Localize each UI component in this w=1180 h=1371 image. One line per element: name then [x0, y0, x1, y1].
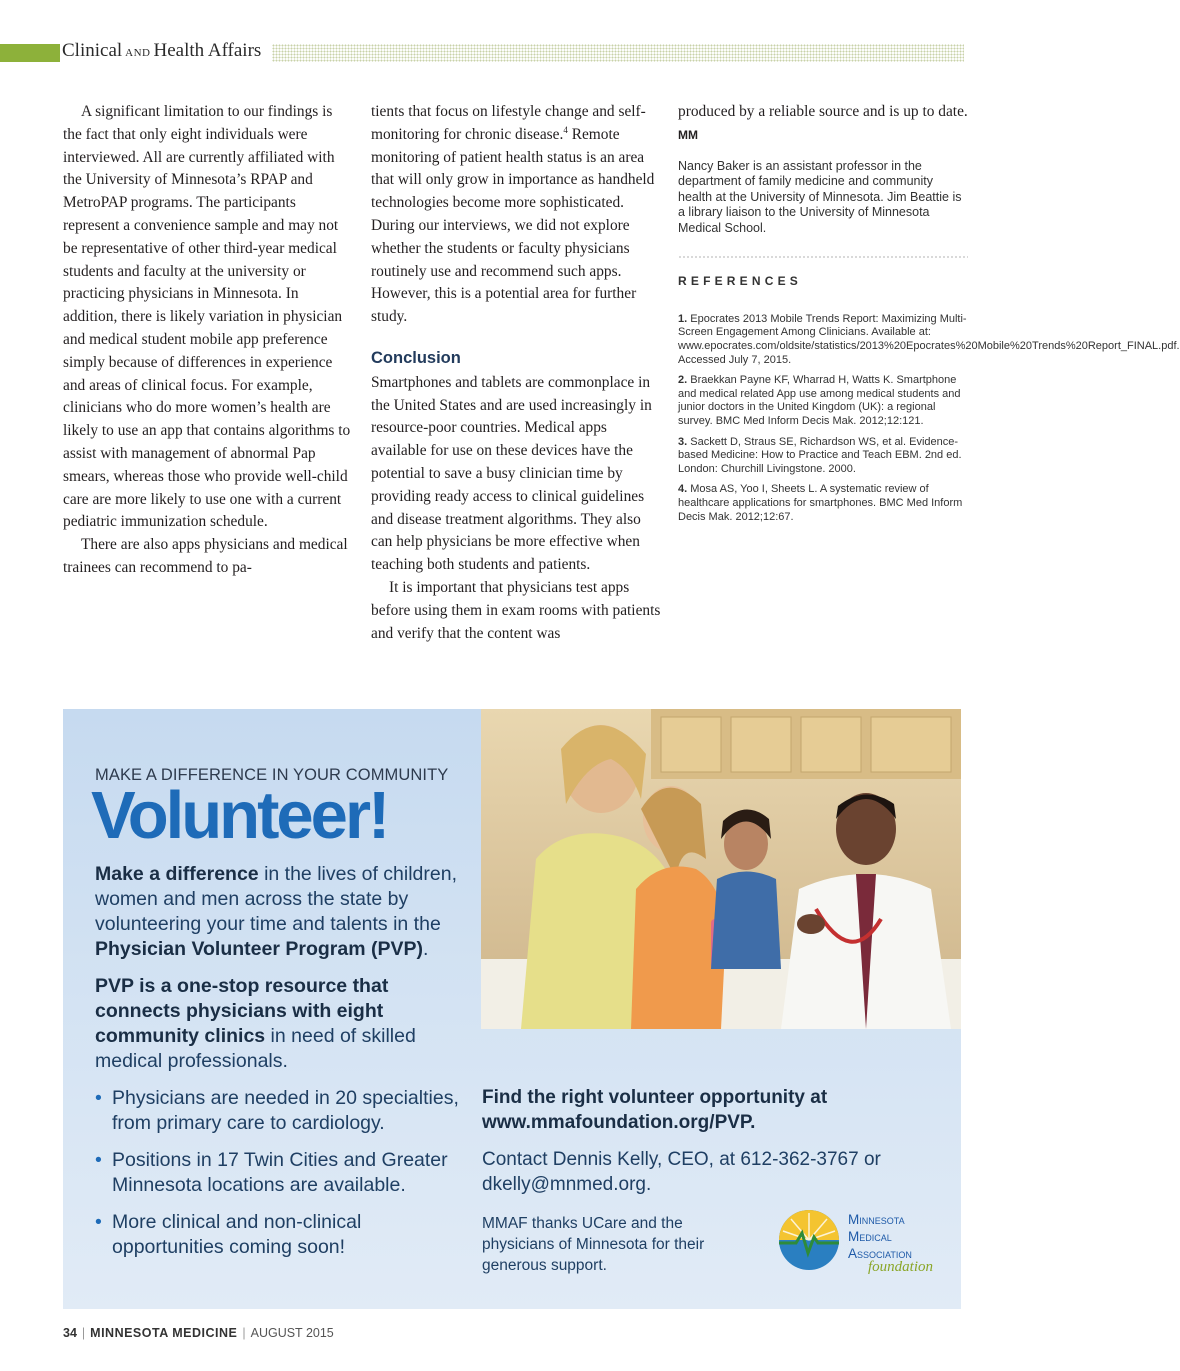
body-text: Remote monitoring of patient health status is an area that will only grow in importance as handheld technologies become more sophisticated. During our interviews, we did not explore whether the students or faculty physicians routinely use and recommend such apps. However, this is a potential area for further study. — [371, 125, 655, 326]
find-end: . — [750, 1112, 756, 1133]
logo-line: Minnesota — [848, 1212, 905, 1227]
footer-separator: | — [242, 1326, 246, 1340]
body-paragraph: There are also apps physicians and medical trainees can recommend to pa- — [63, 536, 348, 576]
issue-date: AUGUST 2015 — [250, 1326, 334, 1340]
section-color-bar — [0, 44, 60, 62]
reference-text: Epocrates 2013 Mobile Trends Report: Maximizing Multi-Screen Engagement Among Clinicians. Available at: www.epocrates.com/oldsite/statistics/2013%20Epocrates%20Mobile%20Trends%20Report_FINAL.pdf. Accessed July 7, 2015. — [678, 312, 1180, 366]
reference-number: 2. — [678, 374, 688, 387]
body-paragraph — [371, 101, 661, 329]
reference-number: 4. — [678, 483, 688, 496]
ad-text: . — [422, 938, 429, 960]
footer-separator: | — [81, 1326, 86, 1340]
ad-bullet-text: More clinical and non-clinical opportunities coming soon! — [112, 1211, 362, 1258]
body-paragraph: Smartphones and tablets are commonplace in the United States and are used increasingly in resource-poor countries. Medical apps available for use on these devices have the potential to save a busy clinician time by providing ready access to clinical guidelines and disease treatment algorithms. They also can help physicians be more effective when teaching both students and patients. — [371, 373, 652, 574]
find-link-text[interactable]: Find the right volunteer opportunity at www.mmafoundation.org/PVP — [482, 1087, 828, 1133]
ad-kicker: MAKE A DIFFERENCE IN YOUR COMMUNITY — [95, 766, 449, 784]
reference-item — [678, 483, 968, 524]
section-title-part2: Health Affairs — [153, 40, 262, 61]
article-column-2 — [371, 101, 661, 645]
ad-headline: Volunteer! — [91, 778, 388, 853]
bullet-dot-icon: • — [95, 1211, 102, 1233]
mma-foundation-logo — [776, 1207, 951, 1279]
section-title-part1: Clinical — [62, 40, 123, 61]
ad-text: in need of skilled medical professionals. — [95, 1025, 416, 1072]
ad-text: in the lives of children, women and men across the state by volunteering your time and talents in the — [95, 863, 458, 935]
body-paragraph: A significant limitation to our findings is the fact that only eight individuals were interviewed. All are currently affiliated with the University of Minnesota’s RPAP and MetroPAP programs. The participants represent a convenience sample and may not be representative of other third-year medical students and faculty at the university or practicing physicians in Minnesota. In addition, there is likely variation in physician and medical student mobile app preference simply because of differences in experience and areas of clinical focus. For example, clinicians who do more women’s health are likely to use an app that contains algorithms to assist with management of abnormal Pap smears, whereas those who provide well-child care are more likely to use one with a current pediatric immunization schedule. — [63, 103, 351, 531]
find-opportunity — [482, 1085, 922, 1135]
body-paragraph — [678, 101, 968, 147]
logo-line: Association — [848, 1246, 912, 1261]
header-dotted-rule — [272, 44, 964, 62]
clinic-photo-illustration — [481, 709, 961, 1029]
ad-bullet-item — [95, 1210, 465, 1260]
ad-bold-text: PVP is a one-stop resource that connects physicians with eight community clinics — [95, 975, 389, 1047]
citation-superscript: 4 — [563, 124, 568, 135]
body-text: tients that focus on lifestyle change and self-monitoring for chronic disease. — [371, 103, 646, 143]
references-heading: REFERENCES — [678, 274, 803, 289]
reference-text: Mosa AS, Yoo I, Sheets L. A systematic review of healthcare applications for smartphones. BMC Med Inform Decis Mak. 2012;12:67. — [678, 483, 963, 523]
ad-paragraph — [95, 862, 465, 962]
clinic-photo — [481, 709, 961, 1029]
logo-wordmark — [848, 1211, 912, 1262]
page-number: 34 — [63, 1326, 77, 1340]
reference-item — [678, 312, 1180, 367]
sponsor-thanks: MMAF thanks UCare and the physicians of Minnesota for their generous support. — [482, 1215, 705, 1274]
article-column-3 — [678, 101, 1180, 531]
article-column-1 — [63, 101, 353, 580]
logo-line: Medical — [848, 1229, 892, 1244]
ad-paragraph — [95, 974, 465, 1074]
reference-text: Sackett D, Straus SE, Richardson WS, et al. Evidence-based Medicine: How to Practice and Teach EBM. 2nd ed. London: Churchill Livingstone. 2000. — [678, 435, 962, 475]
ad-bullet-text: Positions in 17 Twin Cities and Greater Minnesota locations are available. — [112, 1149, 448, 1196]
conclusion-heading: Conclusion — [371, 348, 461, 367]
contact-info: Contact Dennis Kelly, CEO, at 612-362-3767 or dkelly@mnmed.org. — [482, 1149, 881, 1195]
page-footer — [63, 1326, 334, 1340]
reference-item — [678, 436, 968, 477]
logo-sunburst-icon — [776, 1207, 842, 1273]
section-title — [62, 40, 261, 62]
volunteer-advertisement — [63, 709, 961, 1309]
logo-foundation-word: foundation — [868, 1259, 934, 1275]
bullet-dot-icon: • — [95, 1149, 102, 1171]
author-bio: Nancy Baker is an assistant professor in the department of family medicine and community health at the University of Minnesota. Jim Beattie is a library liaison to the University of Minnesota Medical School. — [678, 158, 962, 235]
ad-bold-text: Make a difference — [95, 863, 259, 885]
body-text: produced by a reliable source and is up to date. — [678, 103, 968, 120]
references-divider — [678, 256, 968, 258]
bullet-dot-icon: • — [95, 1087, 102, 1109]
reference-number: 3. — [678, 435, 688, 448]
publication-name: MINNESOTA MEDICINE — [90, 1326, 238, 1340]
ad-bullet-text: Physicians are needed in 20 specialties, from primary care to cardiology. — [112, 1087, 459, 1134]
reference-number: 1. — [678, 312, 688, 325]
body-paragraph: It is important that physicians test apps before using them in exam rooms with patients and verify that the content was — [371, 578, 661, 642]
reference-text: Braekkan Payne KF, Wharrad H, Watts K. Smartphone and medical related App use among medical students and junior doctors in the United Kingdom (UK): a regional survey. BMC Med Inform Decis Mak. 2012;12:121. — [678, 374, 961, 428]
ad-bullet-list — [95, 1086, 465, 1260]
ad-bullet-item — [95, 1148, 465, 1198]
references-list — [678, 312, 1180, 524]
section-title-and: AND — [125, 47, 151, 59]
reference-item — [678, 374, 968, 428]
ad-body — [95, 862, 465, 1272]
ad-bullet-item — [95, 1086, 465, 1136]
ad-bold-text: Physician Volunteer Program (PVP) — [95, 938, 423, 960]
end-mark: MM — [678, 127, 698, 142]
